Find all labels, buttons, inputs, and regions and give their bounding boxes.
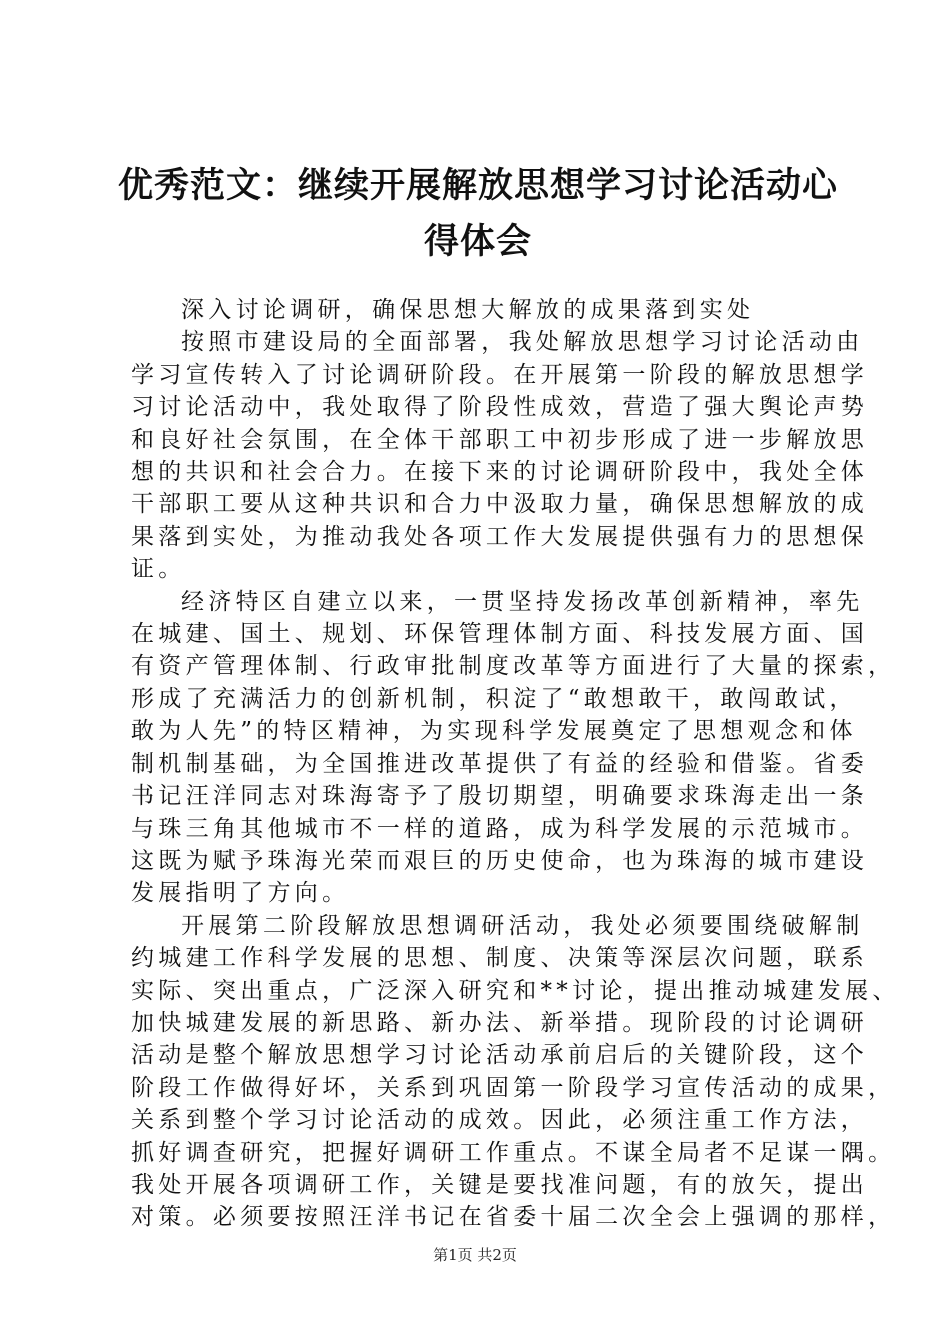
body-line: 深入讨论调研，确保思想大解放的成果落到实处 <box>181 297 755 323</box>
body-line: 与珠三角其他城市不一样的道路，成为科学发展的示范城市。 <box>131 815 869 842</box>
body-line: 我处开展各项调研工作，关键是要找准问题，有的放矢，提出 <box>131 1171 869 1198</box>
document-title <box>118 158 838 270</box>
document-body <box>131 294 900 1234</box>
body-line: 对策。必须要按照汪洋书记在省委十届二次全会上强调的那样， <box>131 1204 896 1231</box>
body-line: 习讨论活动中，我处取得了阶段性成效，营造了强大舆论声势 <box>131 394 869 421</box>
body-line: 敢为人先”的特区精神，为实现科学发展奠定了思想观念和体 <box>131 718 857 745</box>
body-line: 阶段工作做得好坏，关系到巩固第一阶段学习宣传活动的成果， <box>131 1074 896 1101</box>
body-line: 发展指明了方向。 <box>131 880 350 907</box>
page-footer: 第1页 共2页 <box>433 1246 517 1264</box>
body-line: 约城建工作科学发展的思想、制度、决策等深层次问题，联系 <box>131 945 869 972</box>
body-line: 在城建、国土、规划、环保管理体制方面、科技发展方面、国 <box>131 621 869 648</box>
body-line: 有资产管理体制、行政审批制度改革等方面进行了大量的探索， <box>131 653 896 680</box>
title-line-1: 优秀范文：继续开展解放思想学习讨论活动心 <box>118 165 839 206</box>
body-line: 果落到实处，为推动我处各项工作大发展提供强有力的思想保 <box>131 523 869 550</box>
body-line: 按照市建设局的全面部署，我处解放思想学习讨论活动由 <box>181 329 864 356</box>
body-line: 关系到整个学习讨论活动的成效。因此，必须注重工作方法， <box>131 1107 869 1134</box>
body-line: 证。 <box>131 556 186 583</box>
body-line: 干部职工要从这种共识和合力中汲取力量，确保思想解放的成 <box>131 491 869 518</box>
body-line: 实际、突出重点，广泛深入研究和**讨论，提出推动城建发展、 <box>131 977 900 1004</box>
body-line: 想的共识和社会合力。在接下来的讨论调研阶段中，我处全体 <box>131 459 869 486</box>
body-line: 书记汪洋同志对珠海寄予了殷切期望，明确要求珠海走出一条 <box>131 783 869 810</box>
title-line-2: 得体会 <box>423 221 532 262</box>
body-line: 经济特区自建立以来，一贯坚持发扬改革创新精神，率先 <box>181 588 864 615</box>
body-line: 学习宣传转入了讨论调研阶段。在开展第一阶段的解放思想学 <box>131 361 869 388</box>
body-line: 活动是整个解放思想学习讨论活动承前启后的关键阶段，这个 <box>131 1042 869 1069</box>
body-line: 开展第二阶段解放思想调研活动，我处必须要围绕破解制 <box>181 912 864 939</box>
body-line: 这既为赋予珠海光荣而艰巨的历史使命，也为珠海的城市建设 <box>131 847 869 874</box>
body-line: 形成了充满活力的创新机制，积淀了“敢想敢干，敢闯敢试， <box>131 685 857 712</box>
body-line: 加快城建发展的新思路、新办法、新举措。现阶段的讨论调研 <box>131 1009 869 1036</box>
body-line: 制机制基础，为全国推进改革提供了有益的经验和借鉴。省委 <box>131 750 869 777</box>
body-line: 抓好调查研究，把握好调研工作重点。不谋全局者不足谋一隅。 <box>131 1139 896 1166</box>
body-line: 和良好社会氛围，在全体干部职工中初步形成了进一步解放思 <box>131 426 869 453</box>
